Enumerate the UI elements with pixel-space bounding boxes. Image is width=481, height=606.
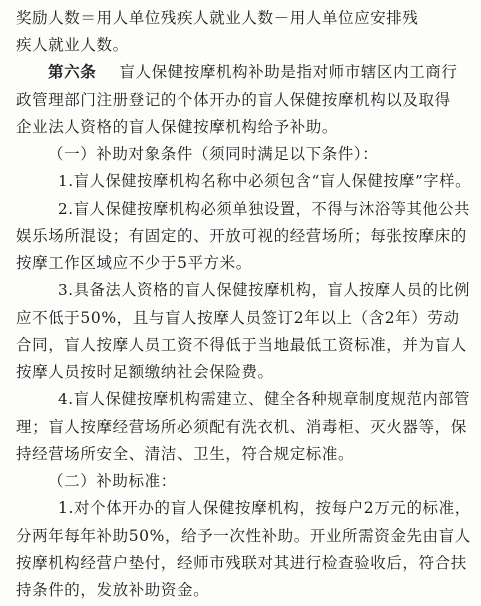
text-line: 娱乐场所混设；有固定的、开放可视的经营场所；每张按摩床的 [16,227,467,245]
text-line: 应不低于50%，且与盲人按摩人员签订2年以上（含2年）劳动 [16,309,460,327]
text-line: 奖励人数＝用人单位残疾人就业人数－用人单位应安排残 [16,9,419,27]
text-line: 政管理部门注册登记的个体开办的盲人保健按摩机构以及取得 [16,91,451,109]
text-line: 持经营场所安全、清洁、卫生，符合规定标准。 [16,445,355,463]
text-line: 分两年每年补助50%，给予一次性补助。开业所需资金先由盲人 [16,527,471,545]
section-heading: （二）补助标准： [48,472,177,490]
text-line: 4.盲人保健按摩机构需建立、健全各种规章制度规范内部管 [58,390,470,408]
article-heading: 第六条 [48,62,97,81]
text-line: 理；盲人按摩经营场所必须配有洗衣机、消毒柜、灭火器等，保 [16,418,467,436]
text-line: 合同，盲人按摩人员工资不得低于当地最低工资标准，并为盲人 [16,336,467,354]
text-line: 按摩人员按时足额缴纳社会保险费。 [16,363,274,381]
text-line: 按摩机构经营户垫付，经师市残联对其进行检查验收后，符合扶 [16,554,467,572]
section-heading: （一）补助对象条件（须同时满足以下条件）： [48,145,379,163]
text-line: 疾人就业人数。 [16,36,129,54]
article-six-paragraph [48,60,457,85]
text-line: 3.具备法人资格的盲人保健按摩机构，盲人按摩人员的比例 [58,281,470,299]
text-line: 企业法人资格的盲人保健按摩机构给予补助。 [16,118,339,136]
text-line: 按摩工作区域应不少于5平方米。 [16,254,252,272]
text-line: 盲人保健按摩机构补助是指对师市辖区内工商行 [119,63,458,81]
text-line: 持条件的，发放补助资金。 [16,581,210,599]
text-line: 1.盲人保健按摩机构名称中必须包含“盲人保健按摩”字样。 [58,172,471,190]
text-line: 2.盲人保健按摩机构必须单独设置，不得与沐浴等其他公共 [58,200,470,218]
text-line: 1.对个体开办的盲人保健按摩机构，按每户2万元的标准， [58,499,471,517]
